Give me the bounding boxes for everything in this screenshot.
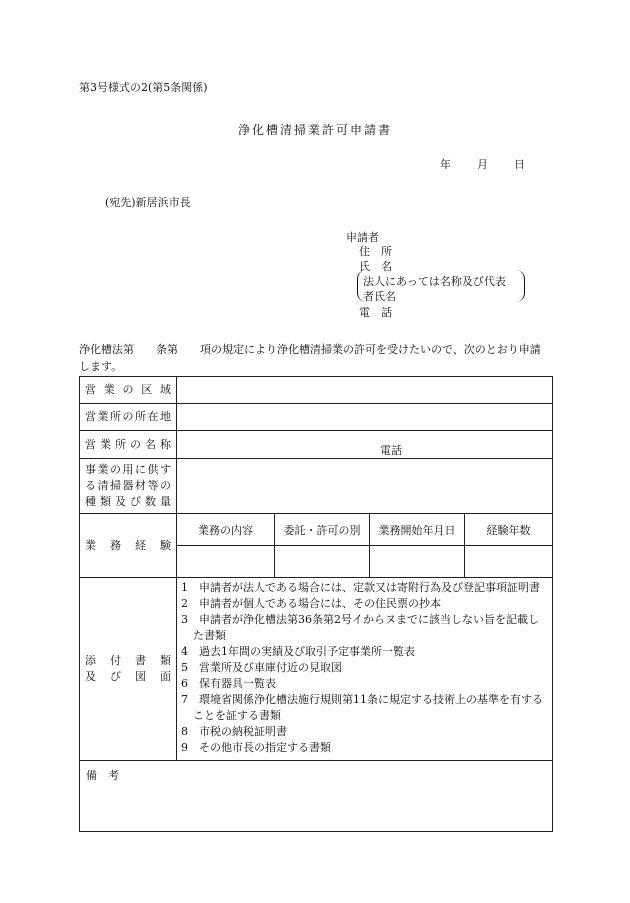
experience-type-field[interactable] <box>275 546 370 578</box>
office-phone-label: 電話 <box>380 444 402 457</box>
attachment-item: 3 申請者が浄化槽法第36条第2号イからヌまでに該当しない旨を記載した書類 <box>181 613 539 642</box>
date-line <box>440 156 525 172</box>
equipment-field[interactable] <box>177 459 553 514</box>
attachment-item: 5 営業所及び車庫付近の見取図 <box>181 661 342 674</box>
business-area-label: 営業の区域 <box>80 377 177 404</box>
addressee: (宛先)新居浜市長 <box>105 196 191 209</box>
office-location-label: 営業所の所在地 <box>80 404 177 431</box>
attachments-list <box>177 578 553 761</box>
experience-content-field[interactable] <box>177 546 275 578</box>
date-day: 日 <box>514 158 525 171</box>
experience-label: 業務経験 <box>80 514 177 578</box>
office-name-field[interactable] <box>177 431 553 459</box>
corp-note-line1: 法人にあっては名称及び代表 <box>363 275 506 288</box>
experience-header-type: 委託・許可の別 <box>275 514 370 546</box>
date-year: 年 <box>440 158 451 171</box>
applicant-phone-label: 電 話 <box>359 306 392 319</box>
intro-text: 浄化槽法第 条第 項の規定により浄化槽清掃業の許可を受けたいので、次のとおり申請します。 <box>79 343 541 373</box>
office-name-label: 営業所の名称 <box>80 431 177 459</box>
applicant-heading: 申請者 <box>346 231 379 244</box>
attachments-label-line2: 及び図面 <box>85 670 171 683</box>
office-location-field[interactable] <box>177 404 553 431</box>
document-title: 浄化槽清掃業許可申請書 <box>237 123 392 137</box>
attachments-label <box>80 578 177 761</box>
applicant-name-label: 氏 名 <box>359 260 392 273</box>
attachment-item: 8 市税の納税証明書 <box>181 725 287 738</box>
experience-header-years: 経験年数 <box>465 514 553 546</box>
corp-note-line2: 者氏名 <box>363 290 396 303</box>
equipment-label-line3: 種類及び数量 <box>85 495 171 508</box>
notes-field[interactable] <box>80 761 553 832</box>
experience-years-field[interactable] <box>465 546 553 578</box>
experience-header-start: 業務開始年月日 <box>370 514 465 546</box>
attachment-item: 1 申請者が法人である場合には、定款又は寄附行為及び登記事項証明書 <box>181 581 540 594</box>
attachment-item: 7 環境省関係浄化槽法施行規則第11条に規定する技術上の基準を有することを証する書類 <box>181 693 543 722</box>
experience-header-content: 業務の内容 <box>177 514 275 546</box>
equipment-label-line2: る清掃器材等の <box>85 479 171 492</box>
attachment-item: 6 保有器具一覧表 <box>181 677 276 690</box>
experience-start-field[interactable] <box>370 546 465 578</box>
form-number: 第3号様式の2(第5条関係) <box>79 81 208 94</box>
date-month: 月 <box>477 158 488 171</box>
equipment-label <box>80 459 177 514</box>
attachment-item: 2 申請者が個人である場合には、その住民票の抄本 <box>181 597 441 610</box>
attachment-item: 9 その他市長の指定する書類 <box>181 741 331 754</box>
attachments-label-line1: 添付書類 <box>85 654 171 667</box>
application-table <box>79 376 553 832</box>
applicant-address-label: 住 所 <box>359 245 392 258</box>
business-area-field[interactable] <box>177 377 553 404</box>
attachment-item: 4 過去1年間の実績及び取引予定事業所一覧表 <box>181 645 415 658</box>
notes-label: 備 考 <box>86 769 119 782</box>
equipment-label-line1: 事業の用に供す <box>85 463 171 476</box>
